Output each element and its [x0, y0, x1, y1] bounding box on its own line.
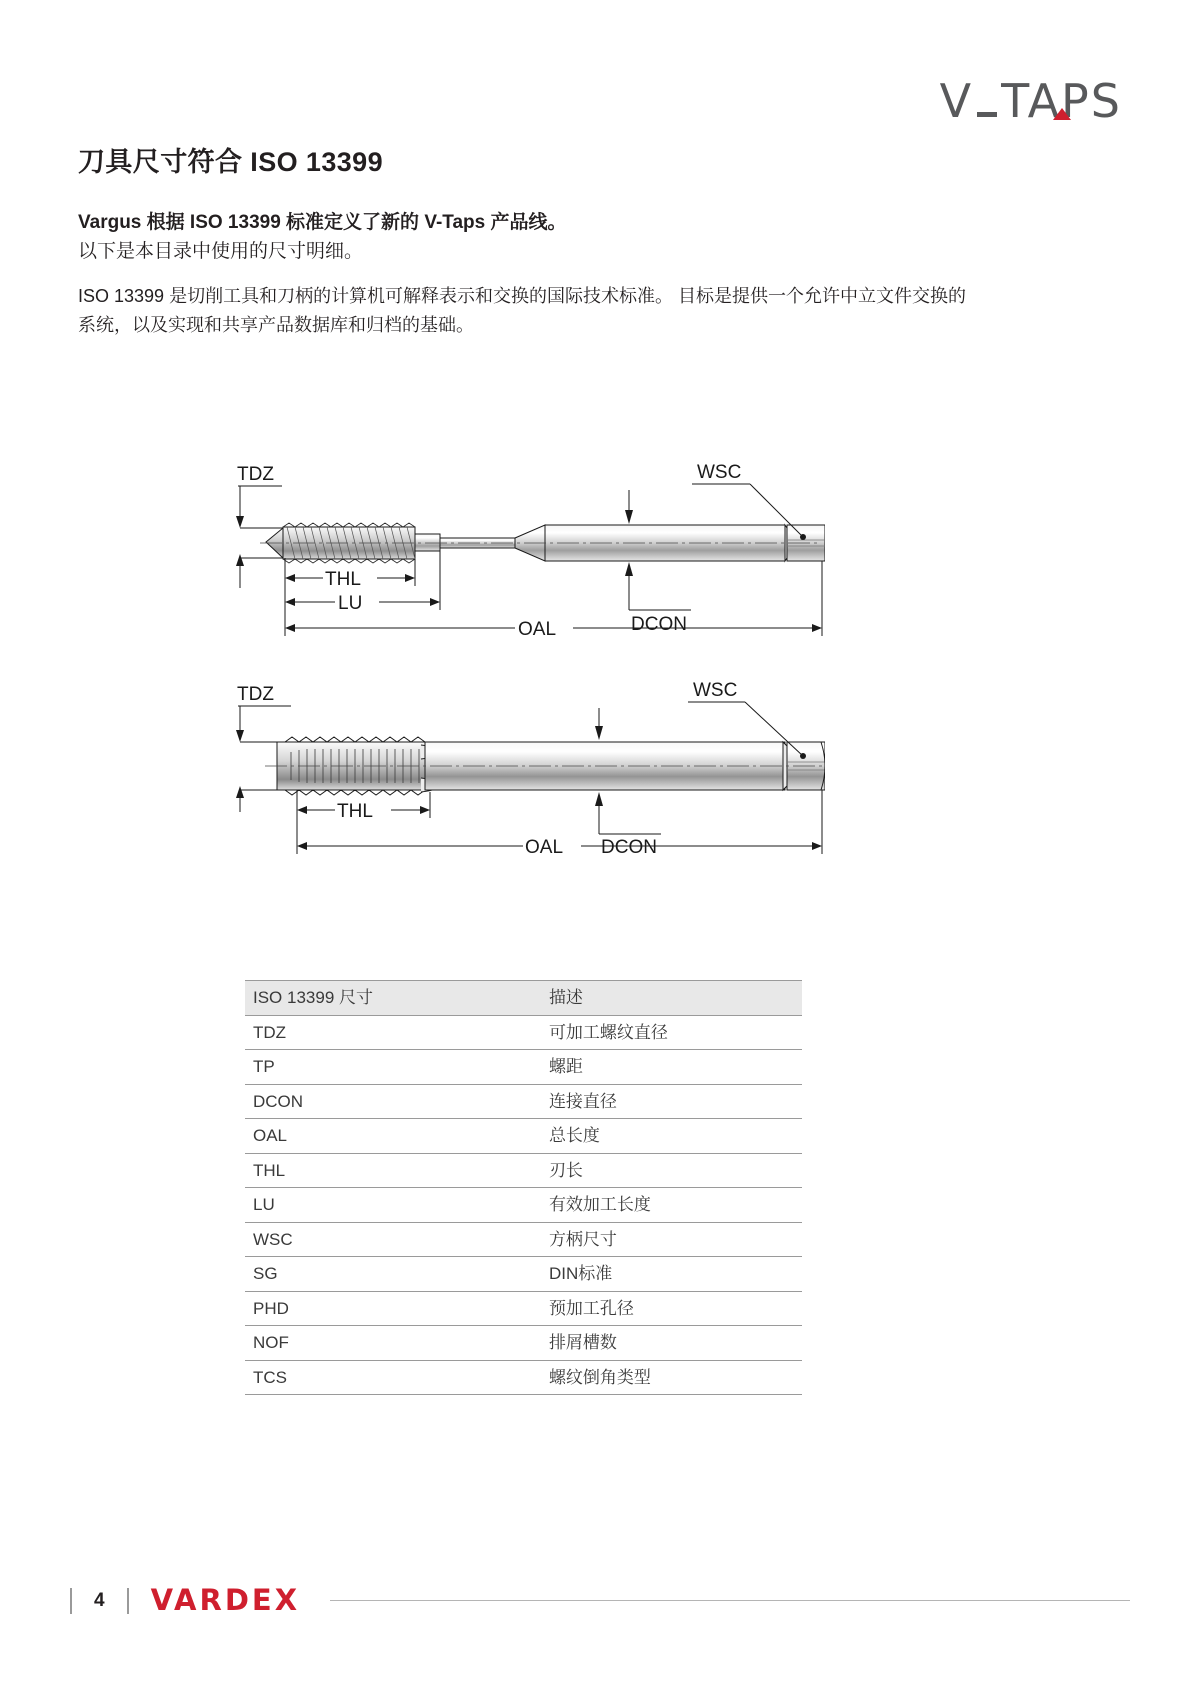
- table-header-code: ISO 13399 尺寸: [245, 981, 479, 1016]
- svg-text:TDZ: TDZ: [237, 684, 274, 705]
- table-row: [245, 1015, 802, 1050]
- cell-code: LU: [245, 1188, 479, 1223]
- spiral-point-tap-drawing: [225, 450, 825, 650]
- svg-text:TDZ: TDZ: [237, 464, 274, 485]
- cell-desc: 总长度: [479, 1119, 802, 1154]
- footer-divider-right: [127, 1588, 129, 1614]
- cell-code: WSC: [245, 1222, 479, 1257]
- vardex-logo: VARDEX: [150, 1583, 301, 1617]
- table-body: [245, 1015, 802, 1395]
- table-row: [245, 1326, 802, 1361]
- cell-code: PHD: [245, 1291, 479, 1326]
- svg-text:DCON: DCON: [601, 837, 657, 858]
- svg-text:LU: LU: [338, 593, 363, 614]
- red-triangle-icon: [1053, 108, 1071, 120]
- cell-desc: 有效加工长度: [479, 1188, 802, 1223]
- page-title: 刀具尺寸符合 ISO 13399: [78, 147, 383, 177]
- cell-code: TCS: [245, 1360, 479, 1395]
- cell-code: DCON: [245, 1084, 479, 1119]
- cell-desc: 刃长: [479, 1153, 802, 1188]
- table-row: [245, 1119, 802, 1154]
- cell-desc: DIN标准: [479, 1257, 802, 1292]
- cell-desc: 螺纹倒角类型: [479, 1360, 802, 1395]
- table-row: [245, 1050, 802, 1085]
- svg-text:DCON: DCON: [631, 614, 687, 635]
- intro-paragraph: ISO 13399 是切削工具和刀柄的计算机可解释表示和交换的国际技术标准。 目标是提供一个允许中立文件交换的系统，以及实现和共享产品数据库和归档的基础。: [78, 286, 967, 336]
- cell-desc: 螺距: [479, 1050, 802, 1085]
- vtaps-logo-v: V: [939, 74, 974, 128]
- svg-text:THL: THL: [337, 801, 373, 822]
- vtaps-logo: [939, 74, 1122, 128]
- cell-code: OAL: [245, 1119, 479, 1154]
- footer-rule: [330, 1600, 1130, 1601]
- vtaps-logo-taps: TAPS: [1001, 74, 1122, 128]
- svg-text:THL: THL: [325, 569, 361, 590]
- cell-code: THL: [245, 1153, 479, 1188]
- vtaps-logo-dash: [977, 112, 997, 117]
- table-row: [245, 1222, 802, 1257]
- cell-code: TP: [245, 1050, 479, 1085]
- svg-text:OAL: OAL: [525, 837, 564, 858]
- page-number: 4: [94, 1589, 105, 1611]
- cell-code: SG: [245, 1257, 479, 1292]
- footer-divider-left: [70, 1588, 72, 1614]
- table-row: [245, 1257, 802, 1292]
- cell-code: NOF: [245, 1326, 479, 1361]
- lead-block: [78, 208, 998, 267]
- table-row: [245, 1188, 802, 1223]
- svg-text:OAL: OAL: [518, 619, 557, 640]
- table-header-desc: 描述: [479, 981, 802, 1016]
- svg-text:WSC: WSC: [697, 462, 742, 483]
- lead-line-2: 以下是本目录中使用的尺寸明细。: [78, 241, 364, 263]
- table-row: [245, 1084, 802, 1119]
- table-head: [245, 981, 802, 1016]
- table-header-row: [245, 981, 802, 1016]
- cell-desc: 方柄尺寸: [479, 1222, 802, 1257]
- page-footer: [70, 1583, 1130, 1617]
- straight-flute-tap-drawing: [225, 670, 825, 870]
- cell-desc: 可加工螺纹直径: [479, 1015, 802, 1050]
- table-row: [245, 1291, 802, 1326]
- iso-dimension-table: [245, 980, 802, 1395]
- cell-desc: 预加工孔径: [479, 1291, 802, 1326]
- cell-code: TDZ: [245, 1015, 479, 1050]
- svg-text:WSC: WSC: [693, 680, 738, 701]
- cell-desc: 连接直径: [479, 1084, 802, 1119]
- cell-desc: 排屑槽数: [479, 1326, 802, 1361]
- table-row: [245, 1153, 802, 1188]
- table-row: [245, 1360, 802, 1395]
- lead-line-1: Vargus 根据 ISO 13399 标准定义了新的 V-Taps 产品线。: [78, 212, 567, 233]
